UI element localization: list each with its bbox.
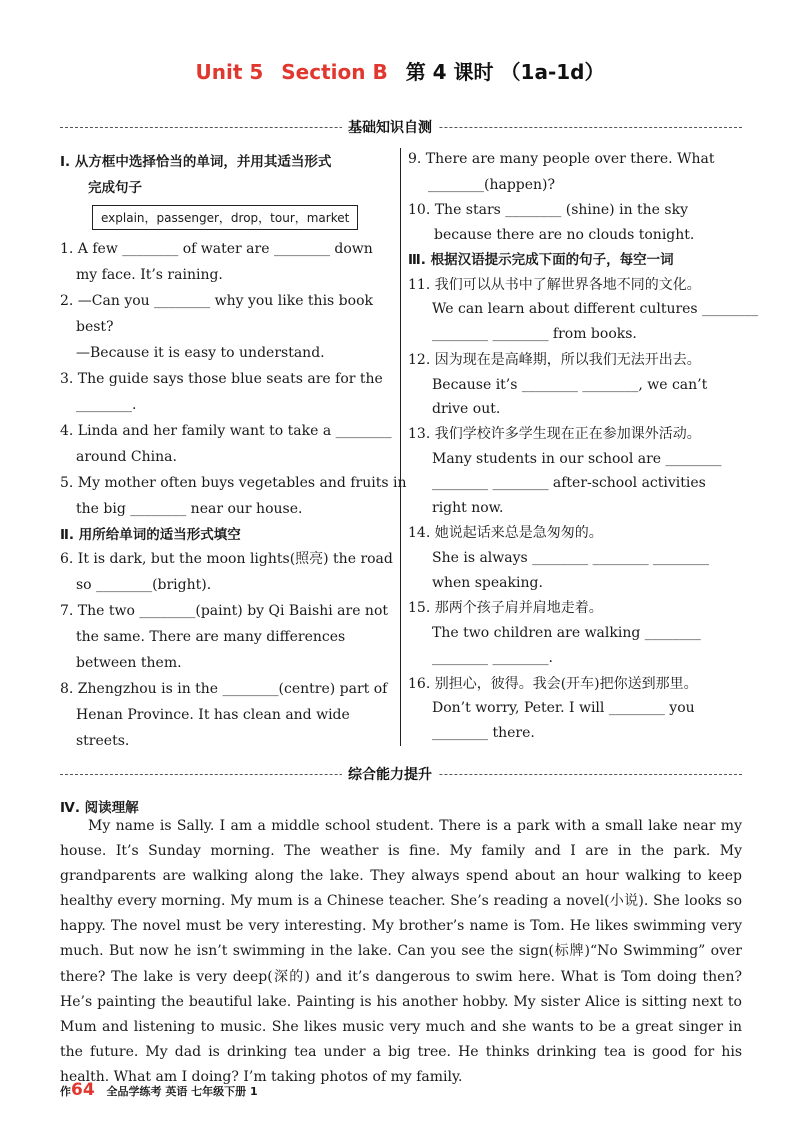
question-line: 4. Linda and her family want to take a ________ — [60, 423, 392, 439]
section-label: Section B — [281, 60, 388, 84]
lesson-range: （1a-1d） — [500, 60, 605, 84]
question-line: 3. The guide says those blue seats are for the — [60, 371, 383, 387]
question-line: the big ________ near our house. — [76, 501, 303, 517]
question-line: 10. The stars ________ (shine) in the sky — [408, 202, 688, 218]
question-line: 12. 因为现在是高峰期，所以我们无法开出去。 — [408, 352, 701, 368]
book-info: 全品学练考 英语 七年级下册 1 — [106, 1085, 258, 1098]
footer — [60, 1080, 258, 1100]
question-line: 8. Zhengzhou is in the ________(centre) part of — [60, 681, 388, 697]
question-line: 9. There are many people over there. What — [408, 151, 715, 167]
question-line: 1. A few ________ of water are ________ down — [60, 241, 373, 257]
question-line: around China. — [76, 449, 177, 465]
question-line: Henan Province. It has clean and wide — [76, 707, 350, 723]
question-line: Because it’s ________ ________, we can’t — [432, 377, 708, 393]
footer-prefix: 作 — [60, 1085, 71, 1098]
word-box: explain，passenger，drop，tour，market — [92, 205, 358, 230]
reading-heading: Ⅳ. 阅读理解 — [60, 800, 139, 816]
question-line: Many students in our school are ________ — [432, 451, 722, 467]
question-line: so ________(bright). — [76, 577, 212, 593]
section-title-comprehensive: 综合能力提升 — [342, 764, 438, 784]
question-line: 7. The two ________(paint) by Qi Baishi are not — [60, 603, 389, 619]
question-line: 2. —Can you ________ why you like this book — [60, 293, 373, 309]
reading-passage: My name is Sally. I am a middle school student. There is a park with a small lake near my house. It’s Sunday morning. The weather is fine. My family and I are in the park. My grandparents are walking along the lake. They always spend about an hour walking to keep healthy every morning. My mum is a Chinese teacher. She’s reading a novel(小说). She looks so happy. The novel must be very interesting. My brother’s name is Tom. He likes swimming very much. But now he isn’t swimming in the lake. Can you see the sign(标牌)“No Swimming” over there? The lake is very deep(深的) and it’s dangerous to swim here. What is Tom doing then? He’s painting the beautiful lake. Painting is his another hobby. My sister Alice is sitting next to Mum and listening to music. She likes music very much and she wants to be a great singer in the future. My dad is drinking tea under a big tree. He thinks drinking tea is good for his health. What am I doing? I’m taking photos of my family. — [60, 818, 742, 1085]
page-number: 64 — [71, 1080, 95, 1100]
question-line: ________ ________ after-school activities — [432, 475, 706, 491]
question-line: 6. It is dark, but the moon lights(照亮) the road — [60, 551, 393, 567]
question-line: 13. 我们学校许多学生现在正在参加课外活动。 — [408, 426, 701, 442]
column-divider — [400, 148, 401, 746]
question-line: best? — [76, 319, 114, 335]
question-line: 16. 别担心，彼得。我会(开车)把你送到那里。 — [408, 676, 698, 692]
part3-heading: Ⅲ. 根据汉语提示完成下面的句子，每空一词 — [408, 252, 674, 268]
part2-heading: Ⅱ. 用所给单词的适当形式填空 — [60, 527, 241, 543]
question-line: ________. — [76, 397, 137, 413]
question-line: ________ there. — [432, 725, 535, 741]
question-line: —Because it is easy to understand. — [76, 345, 325, 361]
question-line: She is always ________ ________ ________ — [432, 550, 710, 566]
question-line: drive out. — [432, 401, 501, 417]
question-line: 15. 那两个孩子肩并肩地走着。 — [408, 600, 603, 616]
question-line: ________(happen)? — [428, 177, 556, 193]
lesson-label: 第 4 课时 — [405, 60, 494, 84]
question-line: 14. 她说起话来总是急匆匆的。 — [408, 525, 603, 541]
part1-heading-cont: 完成句子 — [88, 180, 142, 196]
question-line: between them. — [76, 655, 182, 671]
unit-label: Unit 5 — [195, 60, 264, 84]
question-line: when speaking. — [432, 575, 543, 591]
question-line: streets. — [76, 733, 130, 749]
question-line: right now. — [432, 500, 504, 516]
section-title-basic: 基础知识自测 — [342, 117, 438, 137]
question-line: Don’t worry, Peter. I will ________ you — [432, 700, 695, 716]
question-line: 5. My mother often buys vegetables and fruits in — [60, 475, 407, 491]
page-title — [0, 56, 800, 85]
question-line: ________ ________. — [432, 650, 553, 666]
question-line: the same. There are many differences — [76, 629, 346, 645]
question-line: my face. It’s raining. — [76, 267, 223, 283]
question-line: ________ ________ from books. — [432, 326, 637, 342]
question-line: because there are no clouds tonight. — [434, 227, 695, 243]
question-line: 11. 我们可以从书中了解世界各地不同的文化。 — [408, 277, 701, 293]
question-line: We can learn about different cultures ________ — [432, 301, 759, 317]
part1-heading: Ⅰ. 从方框中选择恰当的单词，并用其适当形式 — [60, 154, 332, 170]
question-line: The two children are walking ________ — [432, 625, 701, 641]
